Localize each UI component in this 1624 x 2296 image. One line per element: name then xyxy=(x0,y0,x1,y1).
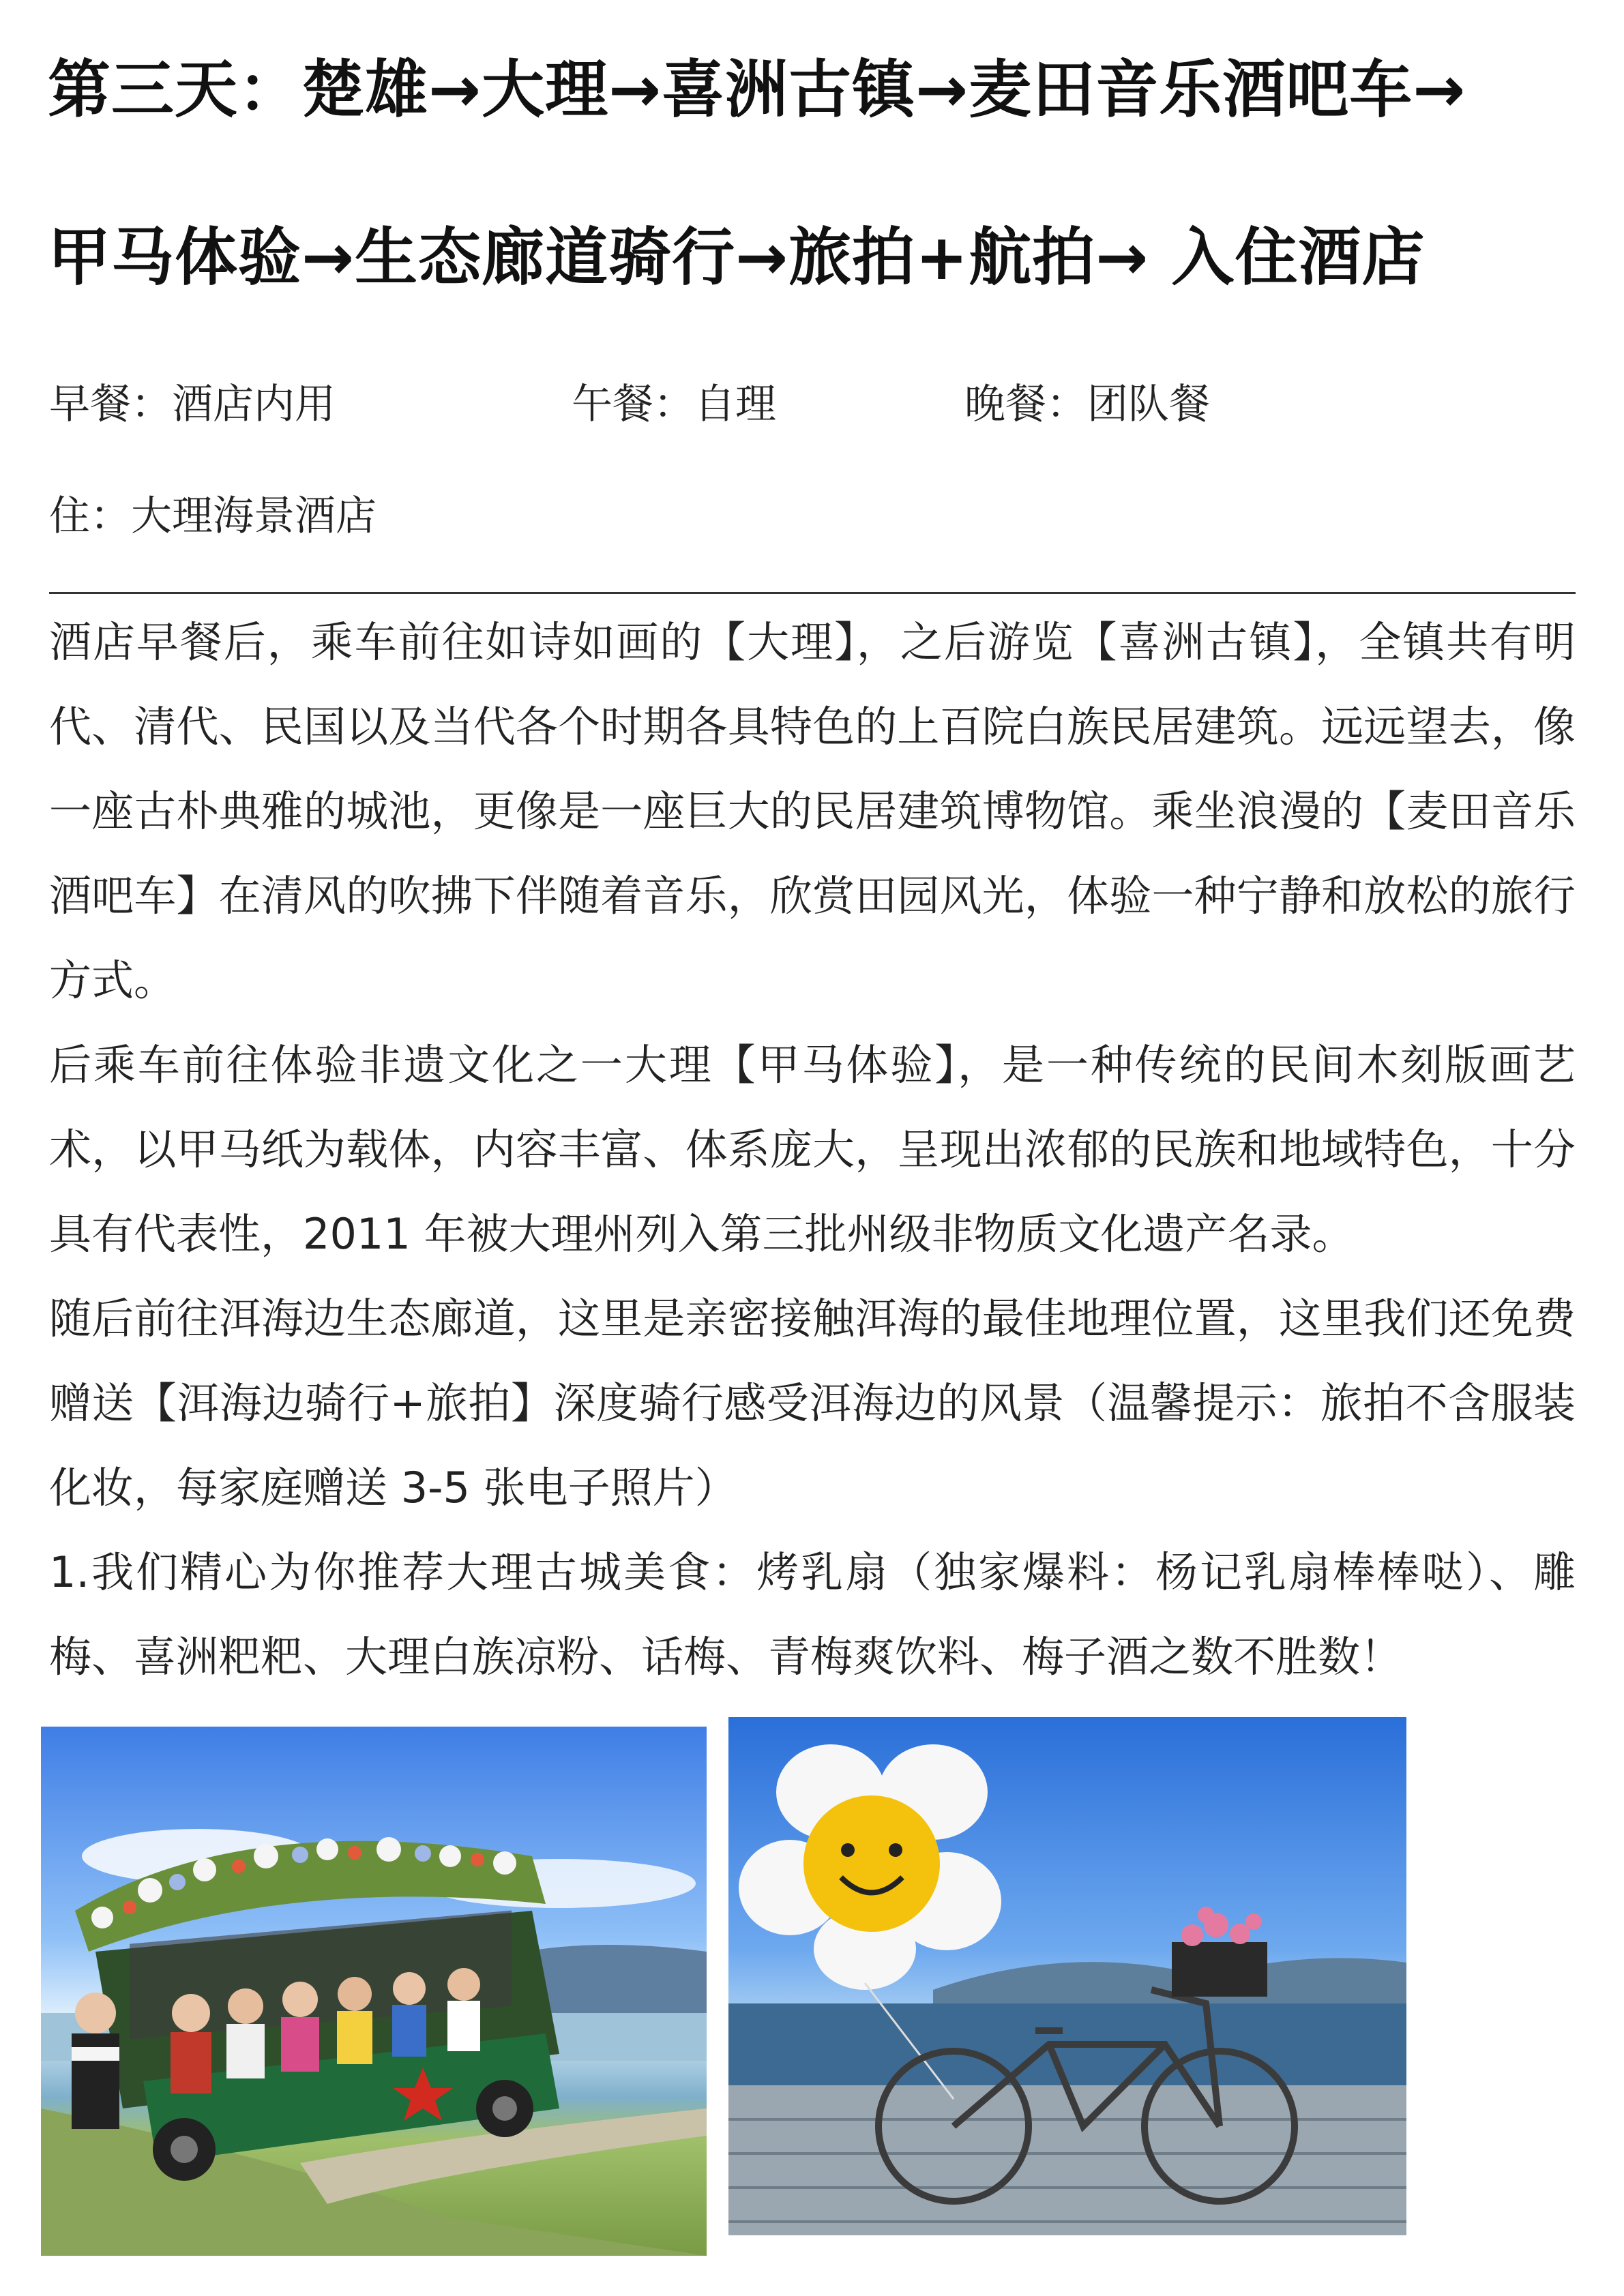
dinner-info: 晚餐：团队餐 xyxy=(964,381,1210,428)
erhai-bicycle-photo xyxy=(728,1717,1406,2235)
breakfast-info: 早餐：酒店内用 xyxy=(49,381,336,428)
paragraph-erhai-cycling: 随后前往洱海边生态廊道，这里是亲密接触洱海的最佳地理位置，这里我们还免费赠送【洱海边骑行+旅拍】深度骑行感受洱海边的风景（温馨提示：旅拍不含服装化妆，每家庭赠送 3-5 张电子照片） xyxy=(49,1294,1576,1512)
divider xyxy=(49,592,1576,594)
paragraph-jiama: 后乘车前往体验非遗文化之一大理【甲马体验】，是一种传统的民间木刻版画艺术，以甲马纸为载体，内容丰富、体系庞大，呈现出浓郁的民族和地域特色，十分具有代表性，2011 年被大理州列入第三批州级非物质文化遗产名录。 xyxy=(49,1040,1576,1259)
hotel-info: 住：大理海景酒店 xyxy=(49,492,377,540)
music-bar-cart-photo xyxy=(41,1727,707,2256)
lunch-info: 午餐：自理 xyxy=(572,381,776,428)
paragraph-food: 1.我们精心为你推荐大理古城美食：烤乳扇（独家爆料：杨记乳扇棒棒哒）、雕梅、喜洲粑粑、大理白族凉粉、话梅、青梅爽饮料、梅子酒之数不胜数！ xyxy=(49,1547,1576,1682)
day-title-line-2: 甲马体验→生态廊道骑行→旅拍+航拍→ 入住酒店 xyxy=(48,221,1426,294)
paragraph-dali-xizhou: 酒店早餐后，乘车前往如诗如画的【大理】，之后游览【喜洲古镇】，全镇共有明代、清代、民国以及当代各个时期各具特色的上百院白族民居建筑。远远望去，像一座古朴典雅的城池，更像是一座巨大的民居建筑博物馆。乘坐浪漫的【麦田音乐酒吧车】在清风的吹拂下伴随着音乐，欣赏田园风光，体验一种宁静和放松的旅行方式。 xyxy=(49,617,1576,1005)
day-title-line-1: 第三天：楚雄→大理→喜洲古镇→麦田音乐酒吧车→ xyxy=(48,53,1466,126)
itinerary-body xyxy=(49,600,1576,1699)
